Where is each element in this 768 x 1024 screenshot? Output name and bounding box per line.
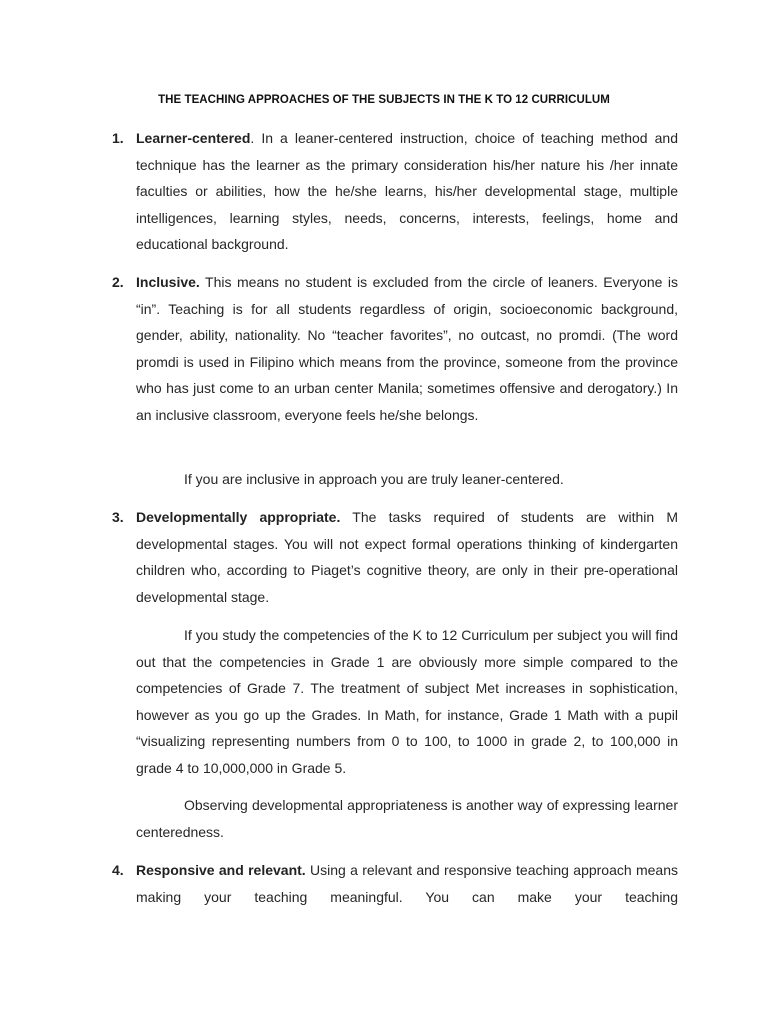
paragraph-observing: Observing developmental appropriateness is another way of expressing learner centeredness. (136, 797, 678, 840)
list-item-heading: Developmentally appropriate. (136, 509, 341, 525)
list-item-inclusive (112, 269, 678, 428)
list-item-responsive-relevant (112, 857, 678, 910)
list-item-body: Using a relevant and responsive teaching approach means making your teaching meaningful. You can make your teaching (136, 862, 678, 905)
list-number: 4. (112, 862, 124, 878)
list-item-developmentally-appropriate (112, 504, 678, 610)
list-item-heading: Responsive and relevant. (136, 862, 306, 878)
list-number: 1. (112, 130, 124, 146)
list-item-learner-centered (112, 125, 678, 258)
list-number: 3. (112, 509, 124, 525)
list-item-text (136, 857, 678, 910)
list-item-body: This means no student is excluded from the circle of leaners. Everyone is “in”. Teaching is for all students regardless of origin, socioeconomic background, gender, ability, nationality. No “teacher favorites”, no outcast, no promdi. (The word promdi is used in Filipino which means from the province, someone from the province who has just come to an urban center Manila; sometimes offensive and derogatory.) In an inclusive classroom, everyone feels he/she belongs. (136, 274, 678, 423)
list-number: 2. (112, 274, 124, 290)
paragraph-inclusive-note: If you are inclusive in approach you are truly leaner-centered. (184, 471, 564, 487)
list-item-text (136, 125, 678, 258)
list-item-text (136, 269, 678, 428)
list-item-heading: Inclusive. (136, 274, 200, 290)
list-item-heading: Learner-centered (136, 130, 251, 146)
list-item-body: The tasks required of students are within M developmental stages. You will not expect formal operations thinking of kindergarten children who, according to Piaget’s cognitive theory, are only in their pre-operational developmental stage. (136, 509, 678, 605)
list-item-text (136, 504, 678, 610)
paragraph-competencies: If you study the competencies of the K to 12 Curriculum per subject you will find out that the competencies in Grade 1 are obviously more simple compared to the competencies of Grade 7. The treatment of subject Met increases in sophistication, however as you go up the Grades. In Math, for instance, Grade 1 Math with a pupil “visualizing representing numbers from 0 to 100, to 1000 in grade 2, to 100,000 in grade 4 to 10,000,000 in Grade 5. (136, 627, 678, 776)
document-title: THE TEACHING APPROACHES OF THE SUBJECTS IN THE K TO 12 CURRICULUM (158, 94, 610, 106)
list-item-body: . In a leaner-centered instruction, choice of teaching method and technique has the learner as the primary consideration his/her nature his /her innate faculties or abilities, how the he/she learns, his/her developmental stage, multiple intelligences, learning styles, needs, concerns, interests, feelings, home and educational background. (136, 130, 678, 252)
